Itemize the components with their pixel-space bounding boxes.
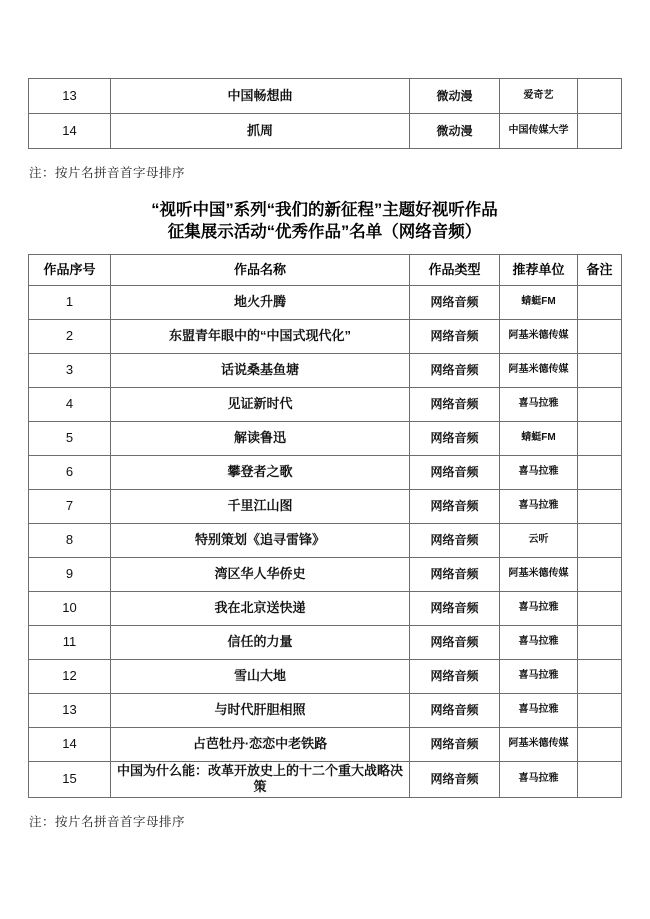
cell-work-title: 东盟青年眼中的“中国式现代化” [111, 320, 410, 354]
section-title [28, 199, 621, 243]
cell-remark [578, 79, 622, 114]
cell-work-type: 网络音频 [410, 626, 500, 660]
table-network-audio [28, 254, 622, 798]
cell-work-number: 7 [29, 490, 111, 524]
cell-work-title: 抓周 [111, 114, 410, 149]
table-row [29, 286, 622, 320]
cell-work-type: 网络音频 [410, 388, 500, 422]
cell-work-type: 微动漫 [410, 79, 500, 114]
cell-remark [578, 490, 622, 524]
cell-work-number: 14 [29, 728, 111, 762]
table-row [29, 320, 622, 354]
table-row [29, 626, 622, 660]
cell-work-title: 中国畅想曲 [111, 79, 410, 114]
cell-work-number: 6 [29, 456, 111, 490]
cell-remark [578, 558, 622, 592]
cell-recommend-unit: 喜马拉雅 [500, 490, 578, 524]
cell-work-type: 网络音频 [410, 694, 500, 728]
cell-work-type: 网络音频 [410, 558, 500, 592]
cell-remark [578, 456, 622, 490]
table-row [29, 524, 622, 558]
sort-note-top: 注：按片名拼音首字母排序 [29, 166, 186, 180]
cell-recommend-unit: 蜻蜓FM [500, 422, 578, 456]
cell-remark [578, 524, 622, 558]
cell-recommend-unit: 喜马拉雅 [500, 456, 578, 490]
cell-work-type: 网络音频 [410, 490, 500, 524]
cell-recommend-unit: 阿基米德传媒 [500, 558, 578, 592]
table-row [29, 728, 622, 762]
cell-work-number: 3 [29, 354, 111, 388]
section-title-line1: “视听中国”系列“我们的新征程”主题好视听作品 [151, 201, 498, 219]
document-content [28, 0, 621, 830]
sort-note-audio: 注：按片名拼音首字母排序 [29, 814, 186, 829]
table-row [29, 79, 622, 114]
cell-work-number: 4 [29, 388, 111, 422]
cell-work-title: 千里江山图 [111, 490, 410, 524]
cell-work-type: 网络音频 [410, 286, 500, 320]
cell-work-title: 地火升腾 [111, 286, 410, 320]
cell-recommend-unit: 喜马拉雅 [500, 626, 578, 660]
cell-work-type: 网络音频 [410, 524, 500, 558]
cell-remark [578, 660, 622, 694]
cell-work-title: 特别策划《追寻雷锋》 [111, 524, 410, 558]
cell-remark [578, 354, 622, 388]
cell-recommend-unit: 阿基米德传媒 [500, 728, 578, 762]
cell-work-type: 网络音频 [410, 728, 500, 762]
cell-work-type: 微动漫 [410, 114, 500, 149]
cell-work-number: 13 [29, 79, 111, 114]
cell-work-number: 15 [29, 762, 111, 798]
cell-recommend-unit: 喜马拉雅 [500, 694, 578, 728]
cell-remark [578, 422, 622, 456]
cell-work-number: 14 [29, 114, 111, 149]
cell-remark [578, 728, 622, 762]
column-header-work-title: 作品名称 [111, 255, 410, 286]
table-micro-animation-partial [28, 78, 622, 149]
cell-recommend-unit: 阿基米德传媒 [500, 354, 578, 388]
cell-work-title: 信任的力量 [111, 626, 410, 660]
cell-work-number: 11 [29, 626, 111, 660]
table-header-row [29, 255, 622, 286]
cell-remark [578, 286, 622, 320]
cell-remark [578, 592, 622, 626]
cell-remark [578, 320, 622, 354]
cell-work-type: 网络音频 [410, 354, 500, 388]
cell-work-number: 1 [29, 286, 111, 320]
cell-remark [578, 114, 622, 149]
table-body-micro-animation [29, 79, 622, 149]
cell-work-type: 网络音频 [410, 456, 500, 490]
column-header-recommend-unit: 推荐单位 [500, 255, 578, 286]
cell-work-title: 湾区华人华侨史 [111, 558, 410, 592]
cell-work-number: 8 [29, 524, 111, 558]
cell-work-title: 攀登者之歌 [111, 456, 410, 490]
cell-work-title: 见证新时代 [111, 388, 410, 422]
cell-remark [578, 388, 622, 422]
cell-recommend-unit: 喜马拉雅 [500, 660, 578, 694]
cell-recommend-unit: 阿基米德传媒 [500, 320, 578, 354]
table-row [29, 354, 622, 388]
cell-recommend-unit: 喜马拉雅 [500, 762, 578, 798]
cell-work-number: 13 [29, 694, 111, 728]
cell-recommend-unit: 爱奇艺 [500, 79, 578, 114]
cell-work-type: 网络音频 [410, 422, 500, 456]
cell-work-number: 9 [29, 558, 111, 592]
table-row [29, 592, 622, 626]
table-row [29, 558, 622, 592]
table-row [29, 660, 622, 694]
cell-work-type: 网络音频 [410, 592, 500, 626]
cell-work-type: 网络音频 [410, 762, 500, 798]
cell-recommend-unit: 云听 [500, 524, 578, 558]
cell-work-title: 话说桑基鱼塘 [111, 354, 410, 388]
cell-recommend-unit: 蜻蜓FM [500, 286, 578, 320]
cell-work-title: 与时代肝胆相照 [111, 694, 410, 728]
table-row [29, 114, 622, 149]
column-header-work-number: 作品序号 [29, 255, 111, 286]
cell-work-number: 10 [29, 592, 111, 626]
cell-work-type: 网络音频 [410, 320, 500, 354]
cell-remark [578, 694, 622, 728]
cell-work-number: 5 [29, 422, 111, 456]
cell-remark [578, 626, 622, 660]
cell-work-title: 我在北京送快递 [111, 592, 410, 626]
cell-remark [578, 762, 622, 798]
table-row [29, 456, 622, 490]
cell-work-title: 解读鲁迅 [111, 422, 410, 456]
cell-work-type: 网络音频 [410, 660, 500, 694]
cell-recommend-unit: 喜马拉雅 [500, 388, 578, 422]
cell-work-number: 12 [29, 660, 111, 694]
column-header-remark: 备注 [578, 255, 622, 286]
table-row [29, 388, 622, 422]
section-title-line2: 征集展示活动“优秀作品”名单（网络音频） [167, 223, 482, 241]
column-header-work-type: 作品类型 [410, 255, 500, 286]
cell-work-title: 占芭牡丹·恋恋中老铁路 [111, 728, 410, 762]
table-body-network-audio [29, 286, 622, 798]
table-row [29, 422, 622, 456]
cell-work-number: 2 [29, 320, 111, 354]
cell-recommend-unit: 喜马拉雅 [500, 592, 578, 626]
cell-work-title: 中国为什么能：改革开放史上的十二个重大战略决策 [111, 762, 410, 798]
cell-work-title: 雪山大地 [111, 660, 410, 694]
table-row [29, 762, 622, 798]
table-row [29, 694, 622, 728]
cell-recommend-unit: 中国传媒大学 [500, 114, 578, 149]
table-row [29, 490, 622, 524]
